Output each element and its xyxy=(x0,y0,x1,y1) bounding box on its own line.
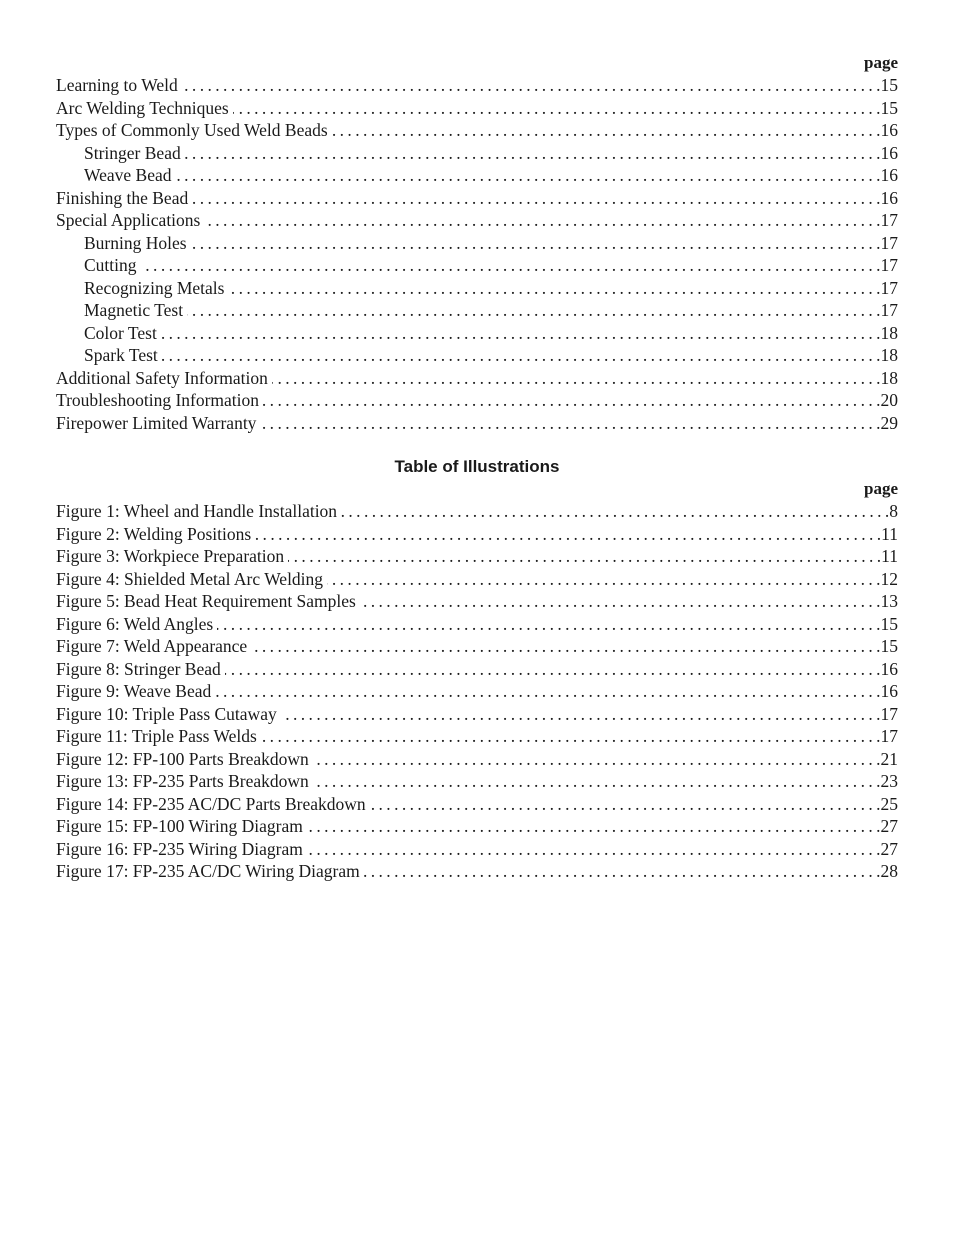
illustrations-heading: Table of Illustrations xyxy=(394,457,560,476)
contents-dot-leader xyxy=(141,254,877,277)
illustration-dot-leader xyxy=(288,545,877,568)
illustration-entry-title: Figure 3: Workpiece Preparation xyxy=(56,546,285,566)
contents-entry-title: Magnetic Test xyxy=(84,300,184,320)
illustration-entry-title: Figure 13: FP-235 Parts Breakdown xyxy=(56,771,309,791)
illustration-entry-page: .17 xyxy=(876,703,898,724)
illustration-entry-page: .11 xyxy=(876,546,898,566)
illustration-entry-title: Figure 11: Triple Pass Welds xyxy=(56,726,257,746)
contents-entry-page: .17 xyxy=(876,255,898,275)
illustration-dot-leader xyxy=(261,725,876,748)
contents-entry[interactable] xyxy=(56,367,898,390)
contents-entry-title: Stringer Bead xyxy=(84,142,181,163)
contents-entry[interactable] xyxy=(56,344,898,367)
illustration-entry-title: Figure 4: Shielded Metal Arc Welding xyxy=(56,568,324,589)
contents-entry-page: .18 xyxy=(876,345,898,365)
illustration-entry-title: Figure 1: Wheel and Handle Installation xyxy=(56,501,338,521)
illustration-entry-page: .28 xyxy=(876,861,898,881)
illustration-entry-page: .11 xyxy=(876,523,898,544)
table-of-illustrations xyxy=(56,500,898,883)
illustration-entry[interactable] xyxy=(56,568,898,591)
contents-dot-leader xyxy=(228,277,876,300)
contents-entry-page: .16 xyxy=(876,187,898,208)
illustration-entry-title: Figure 10: Triple Pass Cutaway xyxy=(56,703,277,724)
contents-entry[interactable] xyxy=(56,232,898,255)
illustration-entry-title: Figure 7: Weld Appearance xyxy=(56,636,248,656)
contents-entry-title: Learning to Weld xyxy=(56,75,178,95)
contents-entry[interactable] xyxy=(56,164,898,187)
illustration-entry[interactable] xyxy=(56,658,898,681)
illustration-entry-page: .21 xyxy=(876,748,898,769)
illustration-entry-page: .25 xyxy=(876,793,898,814)
illustration-entry[interactable] xyxy=(56,500,898,523)
contents-dot-leader xyxy=(161,322,876,345)
illustration-entry[interactable] xyxy=(56,838,898,861)
contents-entry-title: Weave Bead xyxy=(84,165,172,185)
contents-entry-page: .17 xyxy=(876,232,898,253)
illustration-entry-page: .15 xyxy=(876,636,898,656)
contents-dot-leader xyxy=(272,367,876,390)
contents-dot-leader xyxy=(187,299,876,322)
illustration-dot-leader xyxy=(360,590,876,613)
illustration-entry-title: Figure 17: FP-235 AC/DC Wiring Diagram xyxy=(56,861,360,881)
contents-entry-title: Special Applications xyxy=(56,210,201,230)
contents-entry-page: .20 xyxy=(876,390,898,410)
contents-dot-leader xyxy=(192,187,876,210)
illustration-entry-title: Figure 6: Weld Angles xyxy=(56,613,214,634)
contents-page-column-label: page xyxy=(864,53,898,72)
illustration-dot-leader xyxy=(307,838,876,861)
illustration-entry[interactable] xyxy=(56,635,898,658)
contents-entry[interactable] xyxy=(56,97,898,120)
contents-entry-page: .17 xyxy=(876,277,898,298)
contents-dot-leader xyxy=(162,344,876,367)
contents-entry[interactable] xyxy=(56,299,898,322)
illustration-entry[interactable] xyxy=(56,748,898,771)
illustration-entry-page: .17 xyxy=(876,726,898,746)
contents-entry[interactable] xyxy=(56,74,898,97)
illustration-entry-title: Figure 15: FP-100 Wiring Diagram xyxy=(56,816,303,836)
illustration-entry-title: Figure 16: FP-235 Wiring Diagram xyxy=(56,838,303,859)
illustration-dot-leader xyxy=(251,635,876,658)
contents-entry[interactable] xyxy=(56,322,898,345)
illustration-entry-title: Figure 8: Stringer Bead xyxy=(56,658,221,679)
illustration-dot-leader xyxy=(341,500,885,523)
contents-entry-page: .18 xyxy=(876,367,898,388)
contents-entry[interactable] xyxy=(56,187,898,210)
illustration-entry-title: Figure 2: Welding Positions xyxy=(56,523,252,544)
illustration-entry-title: Figure 5: Bead Heat Requirement Samples xyxy=(56,591,356,611)
illustration-entry-page: .23 xyxy=(876,771,898,791)
illustration-dot-leader xyxy=(364,860,876,883)
illustration-entry[interactable] xyxy=(56,680,898,703)
contents-entry-title: Finishing the Bead xyxy=(56,187,189,208)
contents-entry[interactable] xyxy=(56,277,898,300)
contents-entry[interactable] xyxy=(56,209,898,232)
illustration-dot-leader xyxy=(281,703,876,726)
illustration-entry[interactable] xyxy=(56,523,898,546)
contents-entry-title: Troubleshooting Information xyxy=(56,390,260,410)
illustration-entry[interactable] xyxy=(56,725,898,748)
illustration-entry-page: .16 xyxy=(876,658,898,679)
illustration-entry[interactable] xyxy=(56,770,898,793)
contents-entry[interactable] xyxy=(56,389,898,412)
contents-entry-title: Cutting xyxy=(84,255,137,275)
illustration-entry-title: Figure 12: FP-100 Parts Breakdown xyxy=(56,748,309,769)
contents-entry[interactable] xyxy=(56,254,898,277)
contents-entry-page: .16 xyxy=(876,142,898,163)
illustration-entry-page: .12 xyxy=(876,568,898,589)
illustrations-page-column-label: page xyxy=(864,479,898,498)
contents-entry-title: Recognizing Metals xyxy=(84,277,225,298)
contents-entry-page: .15 xyxy=(876,97,898,118)
contents-entry-page: .29 xyxy=(876,412,898,433)
illustration-entry[interactable] xyxy=(56,860,898,883)
illustration-dot-leader xyxy=(370,793,876,816)
illustration-entry[interactable] xyxy=(56,545,898,568)
contents-dot-leader xyxy=(260,412,876,435)
contents-entry-title: Burning Holes xyxy=(84,232,187,253)
illustration-dot-leader xyxy=(255,523,877,546)
illustration-dot-leader xyxy=(313,748,876,771)
illustration-dot-leader xyxy=(217,613,876,636)
illustration-dot-leader xyxy=(313,770,876,793)
illustration-entry[interactable] xyxy=(56,590,898,613)
contents-entry-page: .17 xyxy=(876,300,898,320)
illustration-dot-leader xyxy=(215,680,876,703)
illustration-entry[interactable] xyxy=(56,793,898,816)
contents-dot-leader xyxy=(176,164,877,187)
table-of-contents xyxy=(56,74,898,434)
illustration-entry-page: .27 xyxy=(876,838,898,859)
contents-entry-title: Arc Welding Techniques xyxy=(56,97,229,118)
illustration-entry-page: .15 xyxy=(876,613,898,634)
contents-dot-leader xyxy=(204,209,876,232)
contents-entry-page: .16 xyxy=(876,165,898,185)
contents-dot-leader xyxy=(182,74,876,97)
illustration-entry-page: .13 xyxy=(876,591,898,611)
contents-dot-leader xyxy=(191,232,877,255)
contents-entry[interactable] xyxy=(56,412,898,435)
contents-entry-page: .17 xyxy=(876,210,898,230)
contents-entry[interactable] xyxy=(56,142,898,165)
illustration-entry-title: Figure 14: FP-235 AC/DC Parts Breakdown xyxy=(56,793,366,814)
contents-entry-page: .16 xyxy=(876,120,898,140)
illustration-entry-page: .16 xyxy=(876,681,898,701)
illustration-entry-page: .27 xyxy=(876,816,898,836)
illustration-dot-leader xyxy=(225,658,876,681)
contents-entry-title: Additional Safety Information xyxy=(56,367,268,388)
illustration-dot-leader xyxy=(307,815,876,838)
contents-entry-title: Types of Commonly Used Weld Beads xyxy=(56,120,328,140)
illustration-entry[interactable] xyxy=(56,613,898,636)
contents-dot-leader xyxy=(233,97,876,120)
document-page xyxy=(56,52,898,883)
contents-dot-leader xyxy=(263,389,876,412)
illustration-entry[interactable] xyxy=(56,703,898,726)
contents-entry-title: Firepower Limited Warranty xyxy=(56,412,257,433)
contents-entry[interactable] xyxy=(56,119,898,142)
contents-dot-leader xyxy=(185,142,876,165)
contents-entry-title: Color Test xyxy=(84,322,157,343)
illustration-entry-title: Figure 9: Weave Bead xyxy=(56,681,212,701)
illustration-entry[interactable] xyxy=(56,815,898,838)
contents-entry-title: Spark Test xyxy=(84,345,158,365)
contents-entry-page: .15 xyxy=(876,75,898,95)
contents-entry-page: .18 xyxy=(876,322,898,343)
illustration-entry-page: .8 xyxy=(884,501,898,521)
illustration-dot-leader xyxy=(327,568,876,591)
contents-dot-leader xyxy=(332,119,876,142)
